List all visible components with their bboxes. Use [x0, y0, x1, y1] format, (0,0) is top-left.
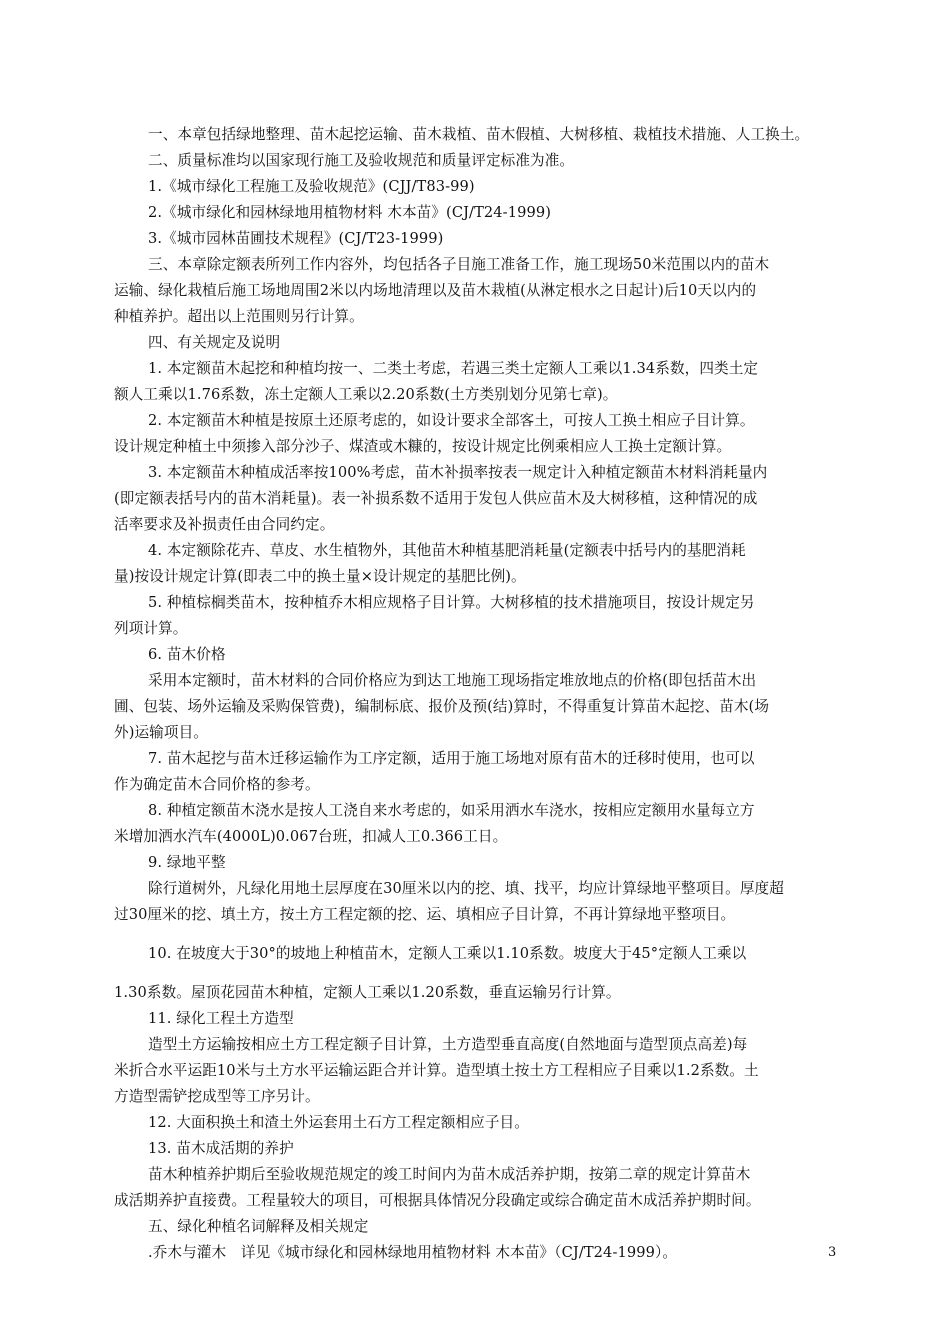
text-line: .乔木与灌木 详见《城市绿化和园林绿地用植物材料 木本苗》（CJ/T24-1999）。 [148, 1244, 678, 1261]
text-line: 4. 本定额除花卉、草皮、水生植物外，其他苗木种植基肥消耗量(定额表中括号内的基肥消耗 [148, 542, 746, 559]
page-number: 3 [828, 1245, 837, 1260]
text-line: 过30厘米的挖、填土方，按土方工程定额的挖、运、填相应子目计算，不再计算绿地平整项目。 [114, 906, 736, 923]
text-line: 米增加洒水汽车(4000L)0.067台班，扣减人工0.366工日。 [114, 828, 508, 845]
text-line: 9. 绿地平整 [148, 854, 226, 871]
text-line: 12. 大面积换土和渣土外运套用土石方工程定额相应子目。 [148, 1114, 529, 1131]
text-line: 圃、包装、场外运输及采购保管费)，编制标底、报价及预(结)算时，不得重复计算苗木起挖、苗木(场 [114, 698, 770, 715]
text-line: 除行道树外，凡绿化用地土层厚度在30厘米以内的挖、填、找平，均应计算绿地平整项目。厚度超 [148, 880, 784, 897]
text-line: 方造型需铲挖成型等工序另计。 [114, 1088, 320, 1105]
text-line: 1.《城市绿化工程施工及验收规范》(CJJ/T83-99) [148, 178, 475, 195]
text-line: 1.30系数。屋顶花园苗木种植，定额人工乘以1.20系数，垂直运输另行计算。 [114, 984, 621, 1001]
text-line: 外)运输项目。 [114, 724, 208, 741]
text-line: 二、质量标准均以国家现行施工及验收规范和质量评定标准为准。 [148, 152, 575, 169]
text-line: 米折合水平运距10米与土方水平运输运距合并计算。造型填土按土方工程相应子目乘以1.2系数。土 [114, 1062, 759, 1079]
text-line: 一、本章包括绿地整理、苗木起挖运输、苗木栽植、苗木假植、大树移植、栽植技术措施、人工换土。 [148, 126, 810, 143]
text-line: 苗木种植养护期后至验收规范规定的竣工时间内为苗木成活养护期，按第二章的规定计算苗木 [148, 1166, 751, 1183]
text-line: 11. 绿化工程土方造型 [148, 1010, 294, 1027]
text-line: 五、绿化种植名词解释及相关规定 [148, 1218, 369, 1235]
text-line: 作为确定苗木合同价格的参考。 [114, 776, 320, 793]
text-line: 活率要求及补损责任由合同约定。 [114, 516, 335, 533]
text-line: 6. 苗木价格 [148, 646, 226, 663]
text-line: 量)按设计规定计算(即表二中的换土量×设计规定的基肥比例)。 [114, 568, 526, 585]
text-line: 四、有关规定及说明 [148, 334, 281, 351]
text-line: 成活期养护直接费。工程量较大的项目，可根据具体情况分段确定或综合确定苗木成活养护期时间。 [114, 1192, 761, 1209]
text-line: 运输、绿化栽植后施工场地周围2米以内场地清理以及苗木栽植(从淋定根水之日起计)后10天以内的 [114, 282, 757, 299]
text-line: (即定额表括号内的苗木消耗量)。表一补损系数不适用于发包人供应苗木及大树移植，这种情况的成 [114, 490, 758, 507]
text-line: 2. 本定额苗木种植是按原土还原考虑的，如设计要求全部客土，可按人工换土相应子目计算。 [148, 412, 755, 429]
text-line: 采用本定额时，苗木材料的合同价格应为到达工地施工现场指定堆放地点的价格(即包括苗木出 [148, 672, 757, 689]
text-line: 列项计算。 [114, 620, 188, 637]
text-line: 7. 苗木起挖与苗木迁移运输作为工序定额，适用于施工场地对原有苗木的迁移时使用，也可以 [148, 750, 755, 767]
text-line: 设计规定种植土中须掺入部分沙子、煤渣或木糠的，按设计规定比例乘相应人工换土定额计算。 [114, 438, 732, 455]
text-line: 3.《城市园林苗圃技术规程》(CJ/T23-1999) [148, 230, 444, 247]
text-line: 10. 在坡度大于30°的坡地上种植苗木，定额人工乘以1.10系数。坡度大于45°定额人工乘以 [148, 945, 747, 962]
text-line: 额人工乘以1.76系数，冻土定额人工乘以2.20系数(土方类别划分见第七章)。 [114, 386, 618, 403]
text-line: 种植养护。超出以上范围则另行计算。 [114, 308, 364, 325]
text-line: 3. 本定额苗木种植成活率按100%考虑，苗木补损率按表一规定计入种植定额苗木材料消耗量内 [148, 464, 768, 481]
text-line: 8. 种植定额苗木浇水是按人工浇自来水考虑的，如采用洒水车浇水，按相应定额用水量每立方 [148, 802, 755, 819]
text-line: 13. 苗木成活期的养护 [148, 1140, 294, 1157]
text-line: 三、本章除定额表所列工作内容外，均包括各子目施工准备工作，施工现场50米范围以内的苗木 [148, 256, 770, 273]
text-line: 1. 本定额苗木起挖和种植均按一、二类土考虑，若遇三类土定额人工乘以1.34系数，四类土定 [148, 360, 759, 377]
text-line: 造型土方运输按相应土方工程定额子目计算，土方造型垂直高度(自然地面与造型顶点高差)每 [148, 1036, 748, 1053]
text-line: 2.《城市绿化和园林绿地用植物材料 木本苗》(CJ/T24-1999) [148, 204, 552, 221]
text-line: 5. 种植棕榈类苗木，按种植乔木相应规格子目计算。大树移植的技术措施项目，按设计规定另 [148, 594, 755, 611]
